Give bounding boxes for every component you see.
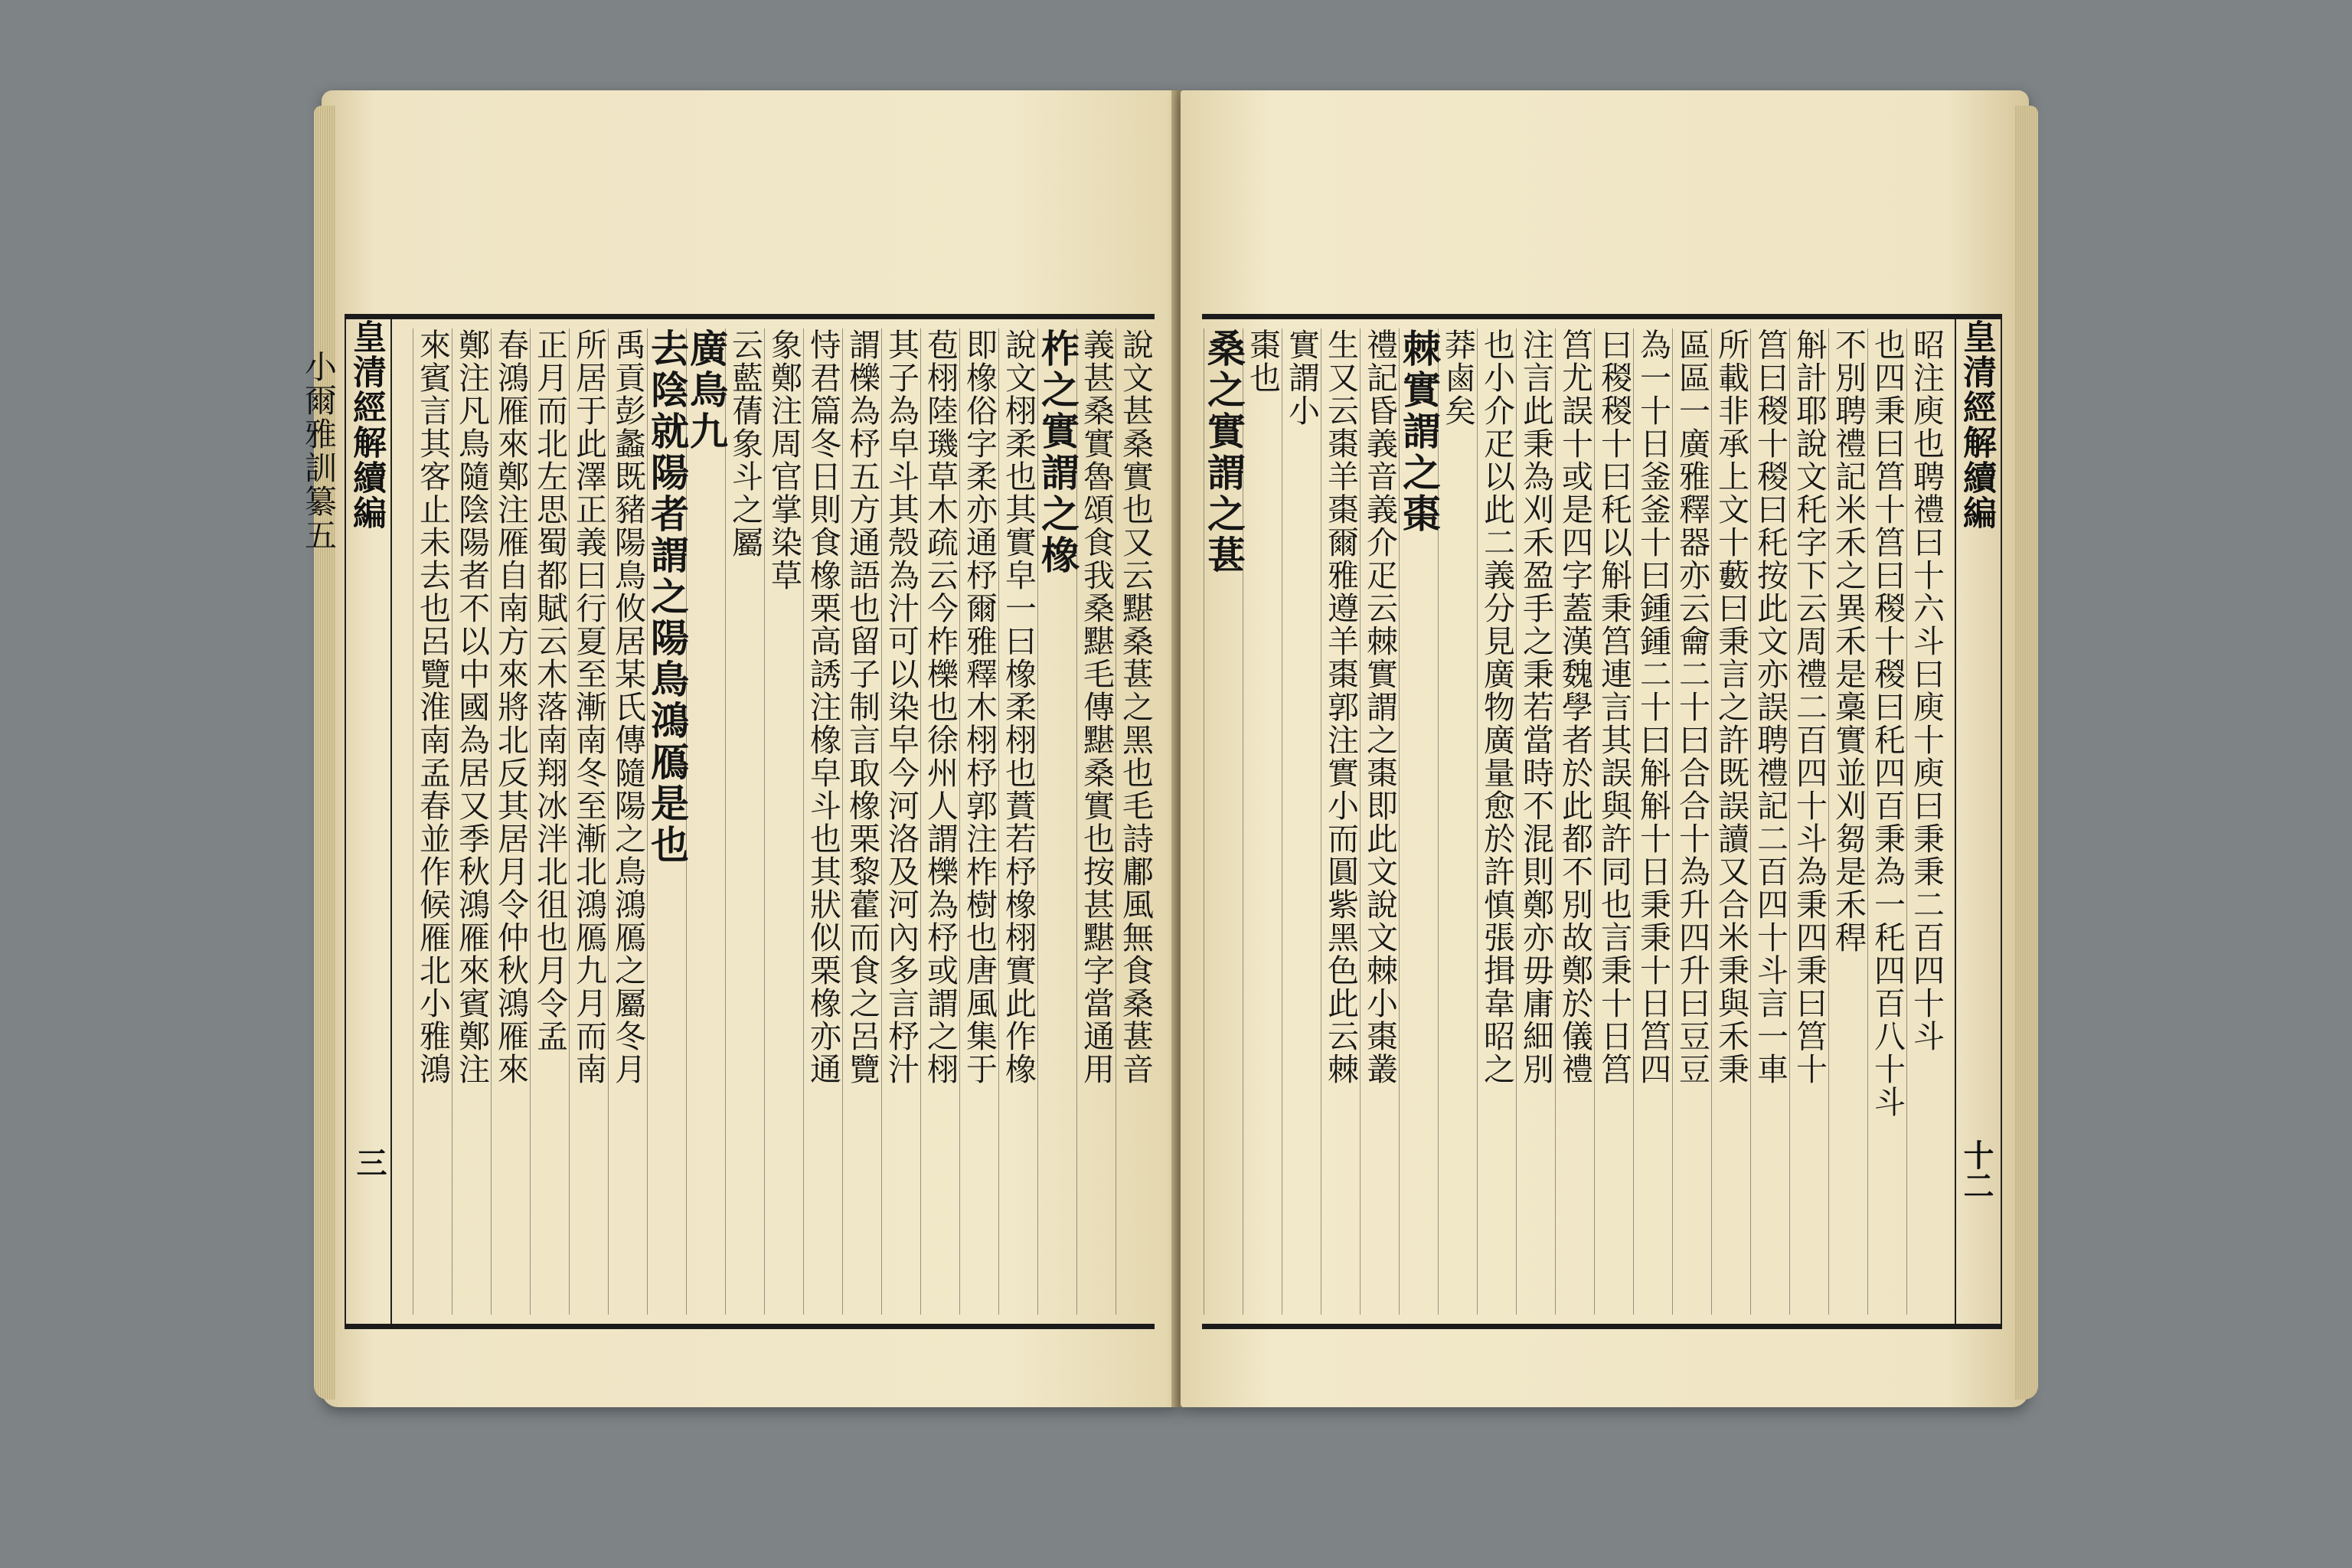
- text-column: 說文甚桑實也又云黮桑葚之黑也毛詩鄘風無食桑葚音: [1116, 328, 1155, 1315]
- text-column: 云藍蒨象斗之屬: [725, 328, 764, 1315]
- text-column: 所載非承上文十藪曰秉言之許既誤讀又合米秉與禾秉: [1711, 328, 1750, 1315]
- right-page-text-frame: [1202, 314, 2002, 1329]
- text-column: 注言此秉為刈禾盈手之秉若當時不混則鄭亦毋庸細別: [1516, 328, 1555, 1315]
- text-column: 苞栩陸璣草木疏云今柞櫟也徐州人謂櫟為杼或謂之栩: [920, 328, 959, 1315]
- text-column: 曰稯稯十曰秅以斛秉筥連言其誤與許同也言秉十日筥: [1594, 328, 1633, 1315]
- text-column: 筥尤誤十或是四字蓋漢魏學者於此都不別故鄭於儀禮: [1555, 328, 1594, 1315]
- text-column: 象鄭注周官掌染草: [764, 328, 803, 1315]
- text-column: 為一十日釜釜十曰鍾鍾二十曰斛斛十日秉秉十日筥四: [1633, 328, 1672, 1315]
- text-column: 棗也: [1243, 328, 1282, 1315]
- open-book: [300, 90, 2029, 1407]
- text-column: 即橡俗字柔亦通杼爾雅釋木栩杼郭注柞樹也唐風集于: [959, 328, 998, 1315]
- right-page-number: 十二: [1958, 1139, 1994, 1200]
- section-heading: 棘實謂之棗: [1399, 328, 1438, 1315]
- right-page-columns: [1202, 328, 1945, 1315]
- text-column: 謂櫟為杼五方通語也留子制言取橡栗黎藿而食之呂覽: [842, 328, 881, 1315]
- text-column: 生又云棗羊棗爾雅遵羊棗郭注實小而圓紫黑色此云棘: [1321, 328, 1360, 1315]
- left-page-text-frame: [300, 314, 1155, 1329]
- text-column: 筥曰稯十稯曰秅按此文亦誤聘禮記二百四十斗言一車: [1750, 328, 1789, 1315]
- text-column: 春鴻雁來鄭注雁自南方來將北反其居月令仲秋鴻雁來: [491, 328, 530, 1315]
- text-column: 也小介疋以此二義分見廣物廣量愈於許慎張揖韋昭之: [1477, 328, 1516, 1315]
- text-column: 禮記昏義音義介疋云棘實謂之棗即此文說文棘小棗叢: [1360, 328, 1399, 1315]
- left-page-columns: [404, 328, 1155, 1315]
- text-column: 恃君篇冬日則食橡栗高誘注橡皁斗也其狀似栗橡亦通: [803, 328, 842, 1315]
- left-band-title: 皇清經解續編: [347, 319, 386, 531]
- text-column: 禹貢彭蠡既豬陽鳥攸居某氏傳隨陽之鳥鴻鴈之屬冬月: [608, 328, 647, 1315]
- text-column: 區區一廣雅釋器亦云龠二十曰合合十為升四升曰豆豆: [1672, 328, 1711, 1315]
- text-column: 不別聘禮記米禾之異禾是稾實並刈芻是禾稈: [1828, 328, 1867, 1315]
- text-column: 所居于此澤正義曰行夏至漸南冬至漸北鴻鴈九月而南: [569, 328, 608, 1315]
- left-band-subtitle: 小爾雅訓纂五: [300, 350, 338, 552]
- text-column: 來賓言其客止未去也呂覽淮南孟春並作候雁北小雅鴻: [413, 328, 452, 1315]
- text-column: 斛計耶說文秅字下云周禮二百四十斗為秉四秉曰筥十: [1789, 328, 1828, 1315]
- left-page-number: 三: [351, 1147, 387, 1178]
- section-heading: 去陰就陽者謂之陽鳥鴻鴈是也: [647, 328, 686, 1315]
- text-column: 說文栩柔也其實皁一曰橡柔栩也蕡若杼橡栩實此作橡: [998, 328, 1037, 1315]
- right-page: [1181, 90, 2029, 1407]
- text-column: 昭注庾也聘禮曰十六斗曰庾十庾曰秉秉二百四十斗: [1906, 328, 1945, 1315]
- text-column: 也四秉曰筥十筥曰稯十稯曰秅四百秉為一秅四百八十斗: [1867, 328, 1906, 1315]
- text-column: 義甚桑實魯頌食我桑黮毛傳黮桑實也按甚黮字當通用: [1076, 328, 1116, 1315]
- right-page-edge: [2015, 106, 2038, 1400]
- section-heading: 柞之實謂之橡: [1037, 328, 1076, 1315]
- text-column: 實謂小: [1282, 328, 1321, 1315]
- text-column: 正月而北左思蜀都賦云木落南翔冰泮北徂也月令孟: [530, 328, 569, 1315]
- right-band-title: 皇清經解續編: [1957, 319, 1996, 531]
- section-heading: 桑之實謂之葚: [1204, 328, 1243, 1315]
- left-page: [300, 90, 1178, 1407]
- text-column: 莽鹵矣: [1438, 328, 1477, 1315]
- text-column: 其子為皁斗其殼為汁可以染皁今河洛及河內多言杼汁: [881, 328, 920, 1315]
- section-heading: 廣鳥九: [686, 328, 725, 1315]
- text-column: 鄭注凡鳥隨陰陽者不以中國為居又季秋鴻雁來賓鄭注: [452, 328, 491, 1315]
